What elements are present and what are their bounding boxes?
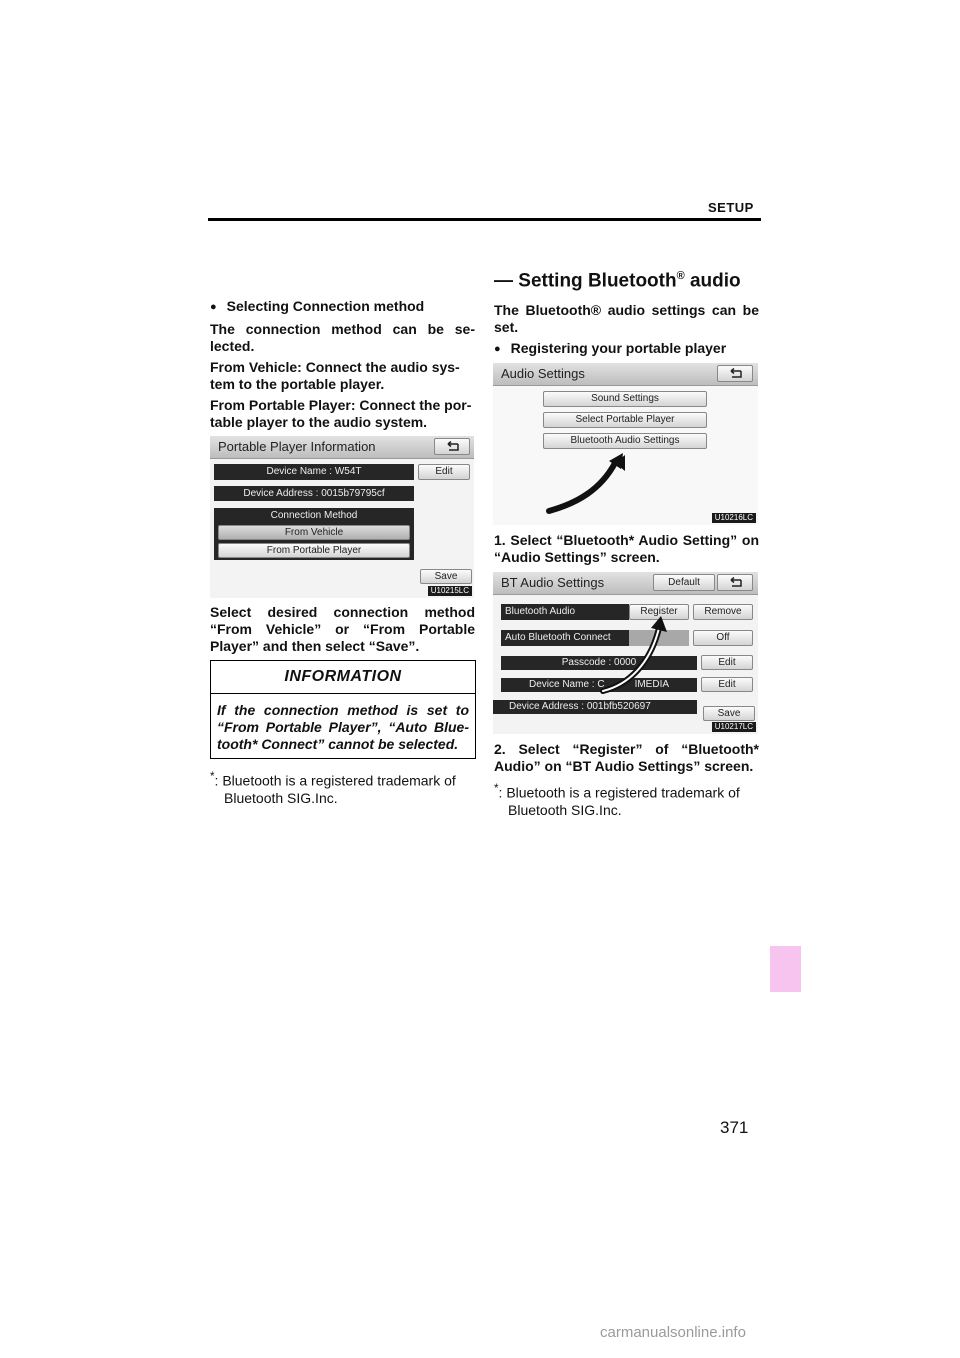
- connection-method-label: Connection Method: [270, 510, 358, 521]
- header-rule: [208, 218, 761, 221]
- back-icon: [726, 368, 744, 380]
- information-title: INFORMATION: [211, 661, 475, 694]
- right-text-top: [494, 302, 759, 363]
- screen-title: BT Audio Settings: [501, 575, 605, 590]
- from-vehicle-text: From Vehicle: Connect the audio sys-tem to the portable player.: [210, 359, 460, 392]
- screenshot-bt-audio-settings: [493, 572, 758, 734]
- device-address-field: Device Address : 001bfb520697: [493, 700, 697, 714]
- back-icon: [726, 577, 744, 589]
- right-footnote: [494, 780, 759, 819]
- footnote-line-1: : Bluetooth is a registered trademark of: [498, 784, 740, 801]
- edit-passcode-button[interactable]: Edit: [701, 655, 753, 670]
- footnote-line-2: Bluetooth SIG.Inc.: [224, 789, 338, 806]
- section-header: SETUP: [708, 200, 754, 215]
- left-footnote: [210, 768, 475, 807]
- edit-device-name-button[interactable]: Edit: [701, 677, 753, 692]
- section-title-suffix: audio: [684, 270, 741, 292]
- screenshot-portable-player-info: [210, 436, 474, 598]
- left-text-top: [210, 298, 475, 435]
- sound-settings-button[interactable]: Sound Settings: [543, 391, 707, 407]
- edit-button[interactable]: Edit: [418, 464, 470, 480]
- screenshot-audio-settings: [493, 363, 758, 525]
- page-number: 371: [720, 1118, 749, 1137]
- intro-text: The connection method can be se-lected.: [210, 321, 475, 354]
- footnote-line-1: : Bluetooth is a registered trademark of: [214, 772, 456, 789]
- watermark: carmanualsonline.info: [600, 1324, 746, 1341]
- connection-method-panel: [214, 508, 414, 560]
- footnote-line-2: Bluetooth SIG.Inc.: [508, 801, 622, 818]
- from-vehicle-button[interactable]: From Vehicle: [218, 525, 410, 540]
- passcode-field: Passcode : 0000: [501, 656, 697, 670]
- back-button[interactable]: [434, 438, 470, 455]
- register-button[interactable]: Register: [629, 604, 689, 620]
- back-button[interactable]: [717, 365, 753, 382]
- registered-mark: ®: [676, 270, 685, 282]
- select-instruction: Select desired connection method “From Vehicle” or “From Portable Player” and then select “Save”.: [210, 604, 475, 654]
- image-tag: U10216LC: [712, 513, 756, 523]
- footnote-mark: *: [494, 782, 499, 795]
- default-button[interactable]: Default: [653, 574, 715, 591]
- back-button[interactable]: [717, 574, 753, 591]
- off-button[interactable]: Off: [693, 630, 753, 646]
- device-name-field: Device Name : W54T: [214, 464, 414, 480]
- step-1: 1. Select “Bluetooth* Audio Setting” on “Audio Settings” screen.: [494, 532, 759, 565]
- bullet-registering: ● Registering your portable player: [494, 340, 759, 359]
- back-icon: [443, 441, 461, 453]
- remove-button[interactable]: Remove: [693, 604, 753, 620]
- pointer-arrow-icon: [543, 451, 633, 516]
- device-address-field: Device Address : 0015b79795cf: [214, 486, 414, 501]
- right-intro: The Bluetooth® audio settings can be set.: [494, 302, 759, 335]
- chapter-tab-marker: [770, 946, 801, 992]
- auto-connect-label: Auto Bluetooth Connect: [501, 630, 629, 646]
- pointer-arrow-icon: [593, 616, 673, 696]
- save-button[interactable]: Save: [703, 706, 755, 721]
- bluetooth-audio-settings-button[interactable]: Bluetooth Audio Settings: [543, 433, 707, 449]
- image-tag: U10215LC: [428, 586, 472, 596]
- section-title-text: — Setting Bluetooth: [494, 270, 677, 292]
- device-name-left: Device Name : C: [528, 679, 605, 690]
- image-tag: U10217LC: [712, 722, 756, 732]
- information-body: If the connection method is set to “From Portable Player”, “Auto Blue-tooth* Connect” cannot be selected.: [217, 702, 469, 752]
- bullet-connection-method: ● Selecting Connection method: [210, 298, 475, 317]
- footnote-mark: *: [210, 770, 215, 783]
- from-portable-player-button[interactable]: From Portable Player: [218, 543, 410, 558]
- bluetooth-audio-label: Bluetooth Audio: [501, 604, 629, 620]
- device-name-right: IMEDIA: [634, 679, 670, 690]
- section-title: [494, 270, 741, 292]
- screen-title: Audio Settings: [501, 366, 585, 381]
- save-button[interactable]: Save: [420, 569, 472, 584]
- select-portable-player-button[interactable]: Select Portable Player: [543, 412, 707, 428]
- information-box: [210, 660, 476, 759]
- screen-title: Portable Player Information: [218, 439, 376, 454]
- from-portable-text: From Portable Player: Connect the por-table player to the audio system.: [210, 397, 472, 430]
- step-2: 2. Select “Register” of “Bluetooth* Audio” on “BT Audio Settings” screen.: [494, 741, 759, 774]
